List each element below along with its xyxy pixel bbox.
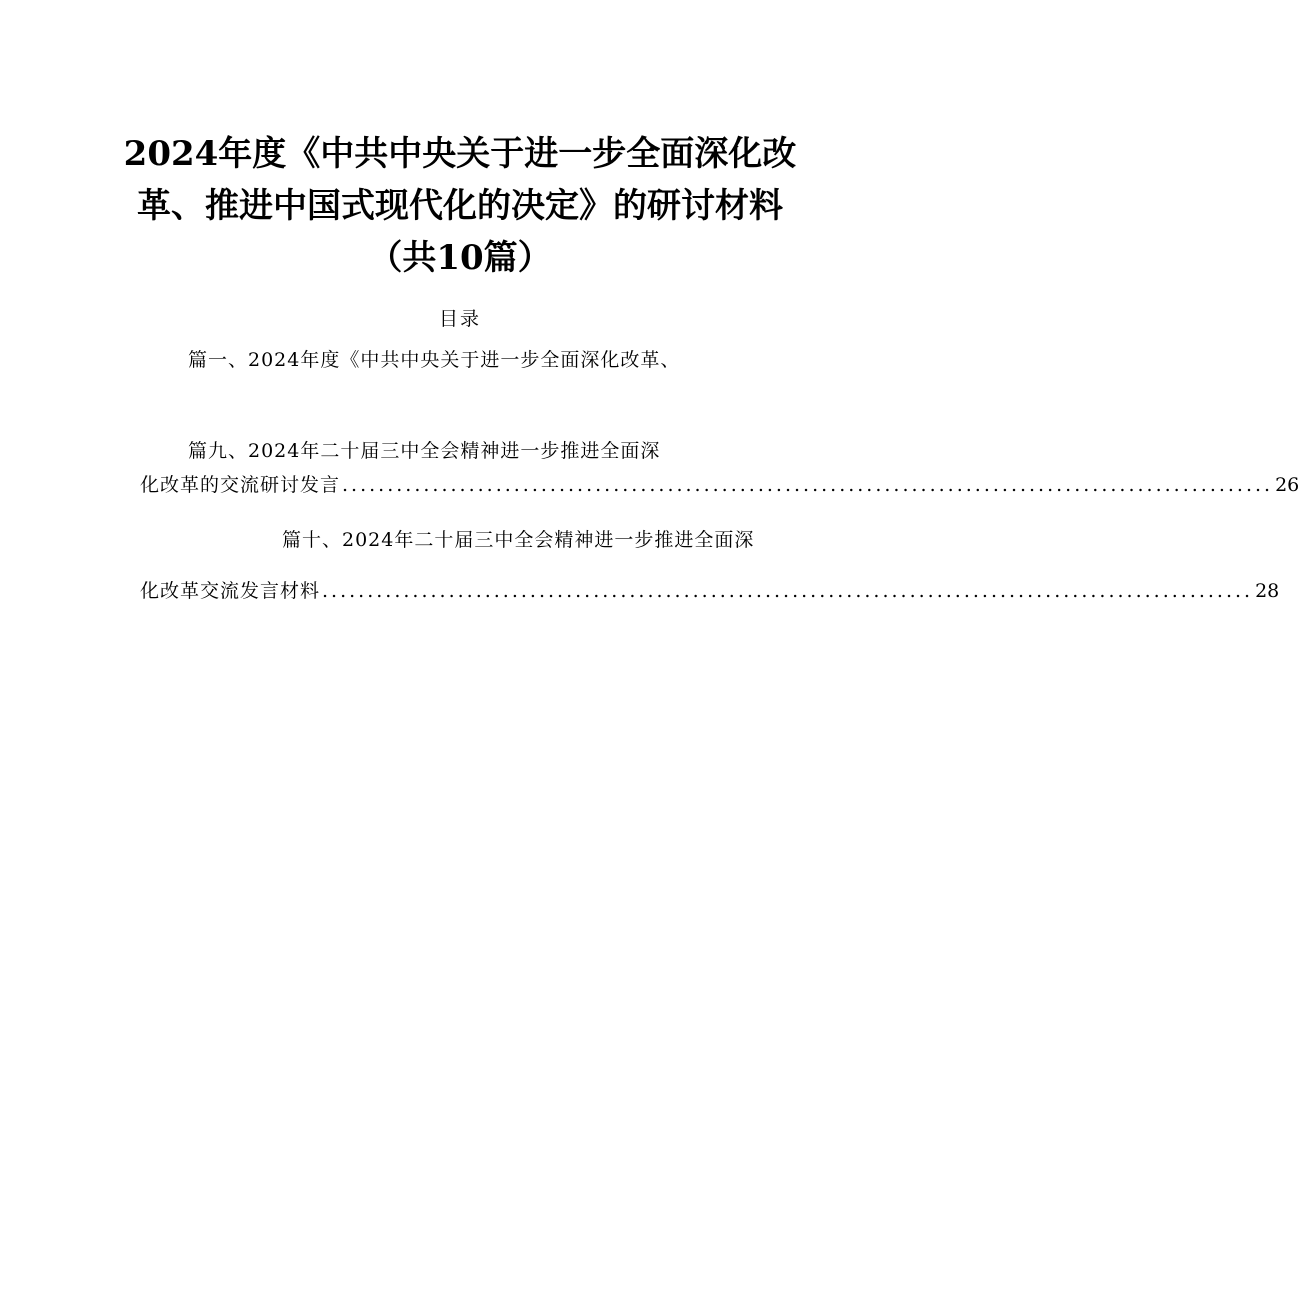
toc-leader-dots: ....................................................................................................... bbox=[342, 474, 1274, 496]
toc-entry-9-page: 26 bbox=[1275, 474, 1299, 496]
toc-entry-1-line-1[interactable]: 篇一、2024年度《中共中央关于进一步全面深化改革、 bbox=[188, 349, 681, 371]
toc-entry-10-text: 化改革交流发言材料 bbox=[140, 580, 321, 602]
toc-entry-10-line-1[interactable]: 篇十、2024年二十届三中全会精神进一步推进全面深 bbox=[282, 529, 755, 551]
toc-entry-9-line-1[interactable]: 篇九、2024年二十届三中全会精神进一步推进全面深 bbox=[188, 440, 661, 462]
toc-entry-9-line-2[interactable] bbox=[140, 472, 1299, 498]
document-title bbox=[100, 128, 820, 284]
toc-leader-dots: ....................................................................................................... bbox=[322, 580, 1254, 602]
title-line-3: （共10篇） bbox=[368, 238, 552, 278]
title-line-2: 革、推进中国式现代化的决定》的研讨材料 bbox=[137, 186, 783, 226]
toc-heading: 目录 bbox=[438, 308, 481, 330]
title-line-1: 2024年度《中共中央关于进一步全面深化改 bbox=[123, 134, 797, 174]
toc-entry-10-page: 28 bbox=[1255, 580, 1280, 602]
toc-entry-10-line-2[interactable] bbox=[140, 578, 1280, 604]
toc-entry-9-text: 化改革的交流研讨发言 bbox=[140, 474, 341, 496]
